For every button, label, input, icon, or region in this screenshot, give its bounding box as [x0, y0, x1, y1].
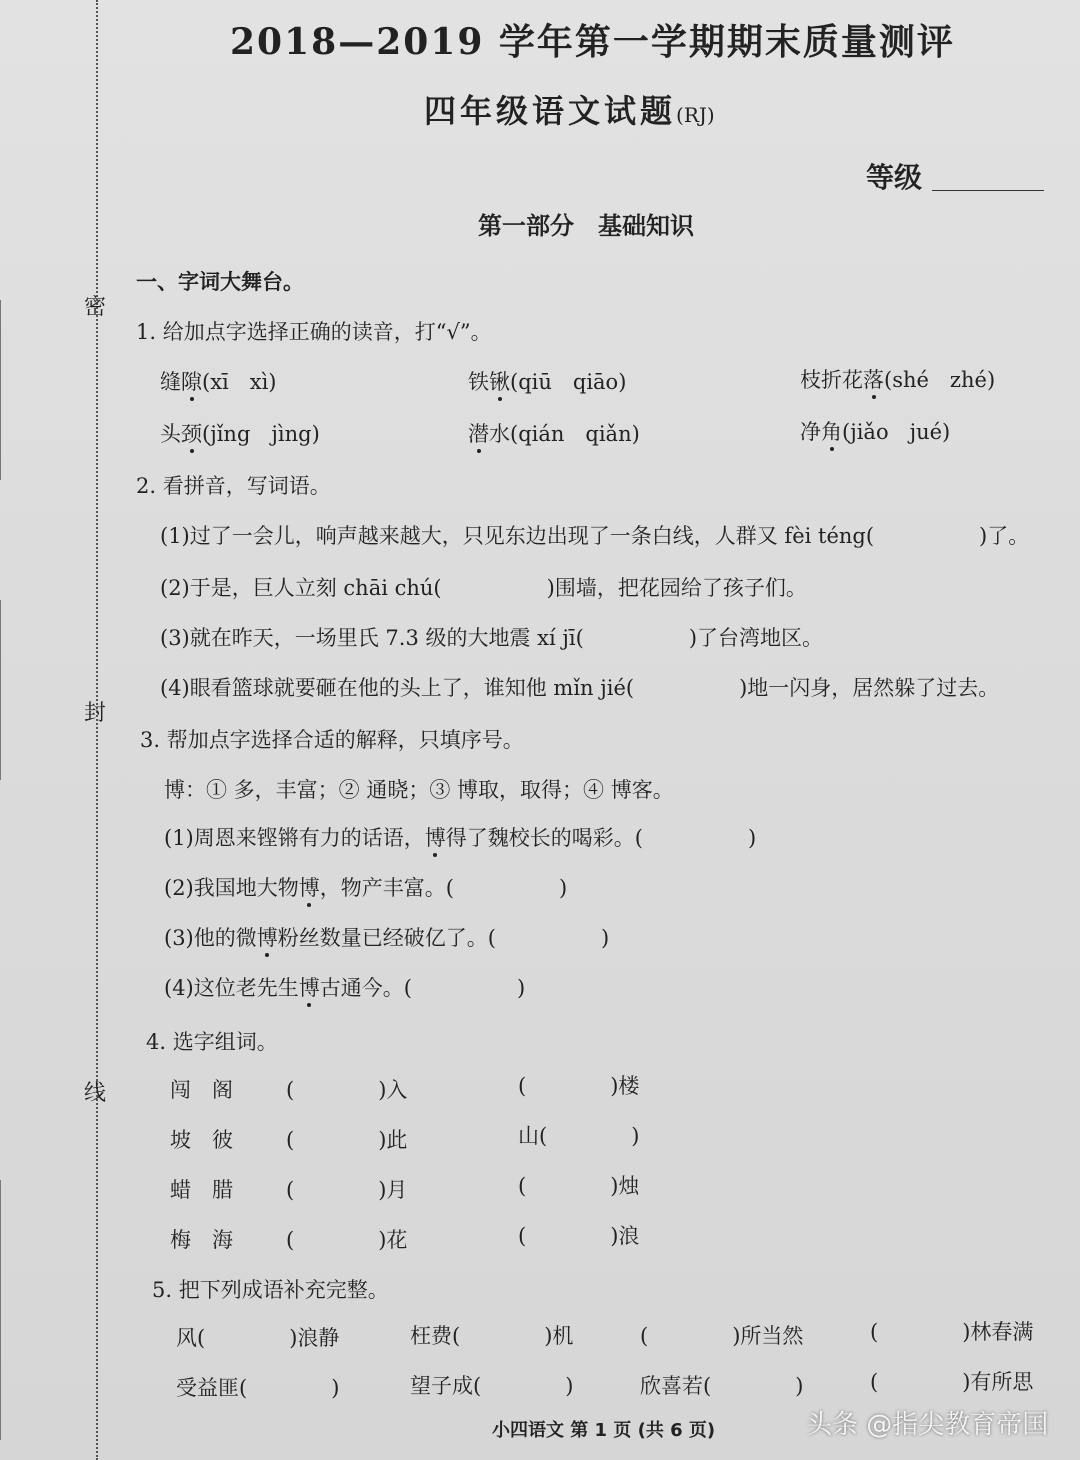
- q1-prompt: 1. 给加点字选择正确的读音，打“√”。: [136, 320, 492, 344]
- q2-item[interactable]: (1)过了一会儿，响声越来越大，只见东边出现了一条白线，人群又 fèi téng( )了。: [160, 524, 1030, 548]
- q4-blank[interactable]: ( )入: [286, 1078, 408, 1102]
- edge-mark: [0, 1180, 15, 1440]
- grade-label: 等级: [866, 161, 923, 194]
- section-title: 一、字词大舞台。: [136, 270, 304, 294]
- q2-item[interactable]: (2)于是，巨人立刻 chāi chú( )围墙，把花园给了孩子们。: [160, 576, 807, 600]
- q5-idiom[interactable]: ( )所当然: [640, 1324, 804, 1348]
- q4-prompt: 4. 选字组词。: [146, 1030, 278, 1054]
- q4-blank[interactable]: ( )此: [286, 1128, 408, 1152]
- page-footer: 小四语文 第 1 页 (共 6 页): [492, 1420, 716, 1441]
- seal-xian: 线: [84, 1081, 107, 1106]
- q2-item[interactable]: (4)眼看篮球就要砸在他的头上了，谁知他 mǐn jié( )地一闪身，居然躲了过去。: [160, 676, 1000, 700]
- grade-blank[interactable]: [932, 190, 1044, 191]
- q4-blank[interactable]: ( )浪: [518, 1224, 640, 1248]
- q3-options: 博：① 多，丰富；② 通晓；③ 博取，取得；④ 博客。: [164, 778, 674, 802]
- q4-blank[interactable]: 山( ): [518, 1124, 640, 1148]
- q4-pair: 梅 海: [170, 1228, 233, 1252]
- q4-blank[interactable]: ( )楼: [518, 1074, 640, 1098]
- q3-prompt: 3. 帮加点字选择合适的解释，只填序号。: [140, 728, 524, 752]
- q4-pair: 蜡 腊: [170, 1178, 233, 1202]
- q3-item[interactable]: (2)我国地大物博，物产丰富。( ): [164, 876, 568, 900]
- q5-idiom[interactable]: 受益匪( ): [176, 1376, 340, 1400]
- exam-title: 2018—2019 学年第一学期期末质量测评: [230, 21, 955, 63]
- seal-feng: 封: [84, 701, 107, 726]
- q1-item[interactable]: 枝折花落(shé zhé): [800, 368, 996, 392]
- q4-pair: 闯 阁: [170, 1078, 233, 1102]
- q4-blank[interactable]: ( )烛: [518, 1174, 640, 1198]
- edge-mark: [0, 600, 15, 780]
- seal-mi: 密: [84, 295, 107, 320]
- q1-item[interactable]: 净角(jiǎo jué): [800, 420, 951, 444]
- q2-item[interactable]: (3)就在昨天，一场里氏 7.3 级的大地震 xí jī( )了台湾地区。: [160, 626, 824, 650]
- binding-line: [96, 0, 98, 1460]
- q4-blank[interactable]: ( )花: [286, 1228, 408, 1252]
- q3-item[interactable]: (1)周恩来铿锵有力的话语，博得了魏校长的喝彩。( ): [164, 826, 757, 850]
- q5-idiom[interactable]: 欣喜若( ): [640, 1374, 804, 1398]
- q1-item[interactable]: 头颈(jǐng jìng): [160, 422, 320, 446]
- q2-prompt: 2. 看拼音，写词语。: [136, 474, 331, 498]
- part-title: 第一部分 基础知识: [478, 212, 694, 240]
- q1-item[interactable]: 缝隙(xī xì): [160, 370, 277, 394]
- q5-idiom[interactable]: ( )有所思: [870, 1370, 1034, 1394]
- q5-idiom[interactable]: 风( )浪静: [176, 1326, 340, 1350]
- q3-item[interactable]: (3)他的微博粉丝数量已经破亿了。( ): [164, 926, 610, 950]
- edge-mark: [0, 300, 15, 480]
- watermark: 头条 @指尖教育帝国: [806, 1410, 1049, 1440]
- q5-idiom[interactable]: 望子成( ): [410, 1374, 574, 1398]
- q1-item[interactable]: 潜水(qián qiǎn): [468, 422, 640, 446]
- q5-idiom[interactable]: 枉费( )机: [410, 1324, 574, 1348]
- exam-subtitle: 四年级语文试题(RJ): [424, 92, 715, 130]
- q5-idiom[interactable]: ( )林春满: [870, 1320, 1034, 1344]
- q1-item[interactable]: 铁锹(qiū qiāo): [468, 370, 627, 394]
- q5-prompt: 5. 把下列成语补充完整。: [152, 1278, 389, 1302]
- q3-item[interactable]: (4)这位老先生博古通今。( ): [164, 976, 526, 1000]
- q4-blank[interactable]: ( )月: [286, 1178, 408, 1202]
- q4-pair: 坡 彼: [170, 1128, 233, 1152]
